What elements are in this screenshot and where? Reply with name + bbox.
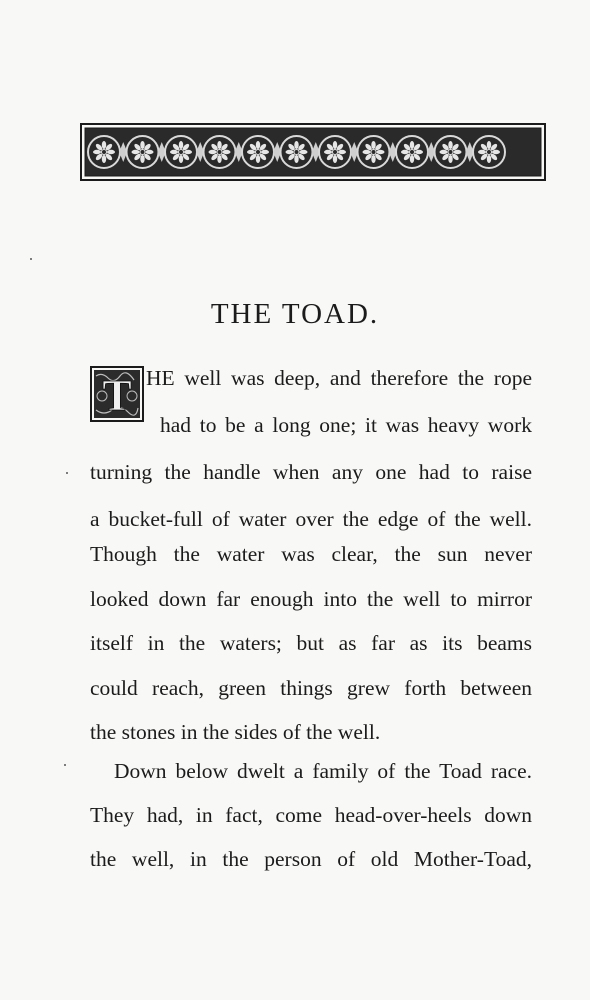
ornament-petal (102, 141, 106, 149)
ornament-center (179, 150, 184, 155)
ornament-petal (93, 150, 101, 154)
ornament-center (410, 150, 415, 155)
ornament-center (102, 150, 107, 155)
text-line: itself in the waters; but as far as its beams (90, 631, 532, 655)
ornament-petal (448, 141, 452, 149)
ornament-petal (492, 150, 500, 154)
ornament-center (487, 150, 492, 155)
ornament-petal (107, 150, 115, 154)
chapter-title: THE TOAD. (210, 298, 380, 330)
ornament-petal (448, 155, 452, 163)
ornament-petal (256, 141, 260, 149)
ornament-petal (140, 141, 144, 149)
text-line: Though the water was clear, the sun never (90, 542, 532, 566)
text-line: They had, in fact, come head-over-heels down (90, 803, 532, 827)
ornament-petal (247, 150, 255, 154)
ornament-petal (209, 150, 217, 154)
ornament-petal (401, 150, 409, 154)
dropcap-initial (90, 366, 144, 422)
ornament-petal (132, 150, 140, 154)
ornament-petal (146, 150, 154, 154)
ornament-petal (217, 155, 221, 163)
ornament-petal (410, 155, 414, 163)
ornament-petal (217, 141, 221, 149)
ornament-petal (140, 155, 144, 163)
ornament-petal (179, 141, 183, 149)
ornament-center (140, 150, 145, 155)
ornament-petal (363, 150, 371, 154)
ornament-petal (223, 150, 231, 154)
ornament-petal (487, 141, 491, 149)
text-line: could reach, green things grew forth between (90, 676, 532, 700)
print-speck (66, 472, 68, 474)
svg-text:T: T (102, 371, 132, 420)
ornament-petal (294, 141, 298, 149)
ornament-petal (410, 141, 414, 149)
ornament-petal (256, 155, 260, 163)
text-line: Down below dwelt a family of the Toad race. (114, 759, 532, 783)
ornament-petal (440, 150, 448, 154)
ornament-center (217, 150, 222, 155)
ornament-petal (294, 155, 298, 163)
print-speck (30, 258, 32, 260)
ornament-petal (261, 150, 269, 154)
ornament-center (448, 150, 453, 155)
ornament-petal (371, 141, 375, 149)
ornament-petal (478, 150, 486, 154)
text-line: HE well was deep, and therefore the rope (146, 366, 532, 390)
ornamental-header-band (80, 123, 546, 181)
ornament-petal (333, 155, 337, 163)
ornament-petal (170, 150, 178, 154)
ornament-petal (102, 155, 106, 163)
ornament-petal (377, 150, 385, 154)
ornament-center (371, 150, 376, 155)
ornament-petal (333, 141, 337, 149)
ornament-center (294, 150, 299, 155)
ornament-petal (179, 155, 183, 163)
text-line: the well, in the person of old Mother-Toad, (90, 847, 532, 871)
ornament-petal (286, 150, 294, 154)
ornament-center (333, 150, 338, 155)
print-speck (64, 764, 66, 766)
ornament-petal (184, 150, 192, 154)
ornament-petal (487, 155, 491, 163)
ornament-petal (300, 150, 308, 154)
text-line: turning the handle when any one had to raise (90, 460, 532, 484)
ornament-center (256, 150, 261, 155)
text-line: a bucket-full of water over the edge of the well. (90, 507, 532, 531)
ornament-petal (371, 155, 375, 163)
text-line: had to be a long one; it was heavy work (160, 413, 532, 437)
ornament-petal (338, 150, 346, 154)
ornament-petal (324, 150, 332, 154)
text-line: the stones in the sides of the well. (90, 720, 381, 744)
ornament-petal (454, 150, 462, 154)
ornament-petal (415, 150, 423, 154)
text-line: looked down far enough into the well to mirror (90, 587, 532, 611)
